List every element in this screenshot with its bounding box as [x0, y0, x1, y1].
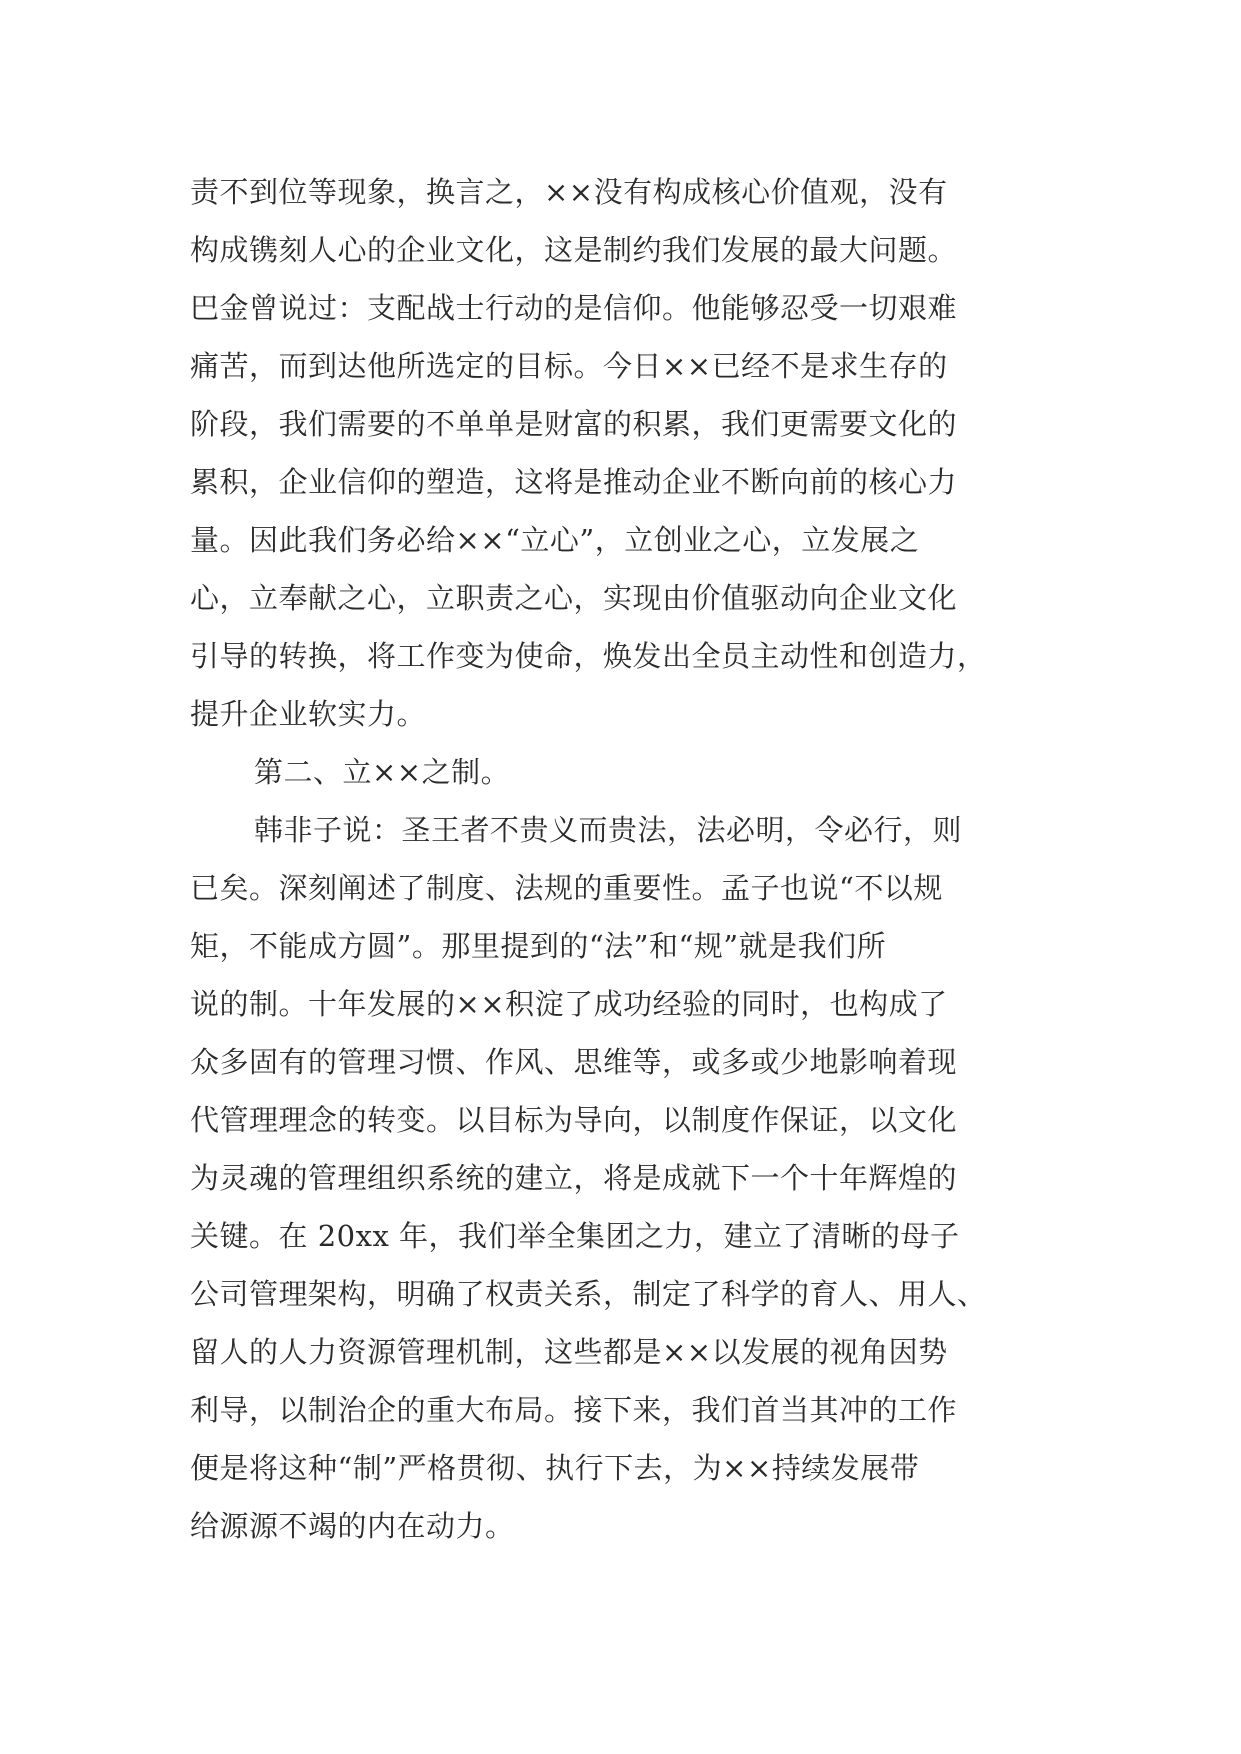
text-line: 众多固有的管理习惯、作风、思维等，或多或少地影响着现 [190, 1045, 958, 1079]
text-line: 痛苦，而到达他所选定的目标。今日××已经不是求生存的 [190, 349, 948, 383]
text-line: 留人的人力资源管理机制，这些都是××以发展的视角因势 [190, 1335, 948, 1369]
text-line: 巴金曾说过：支配战士行动的是信仰。他能够忍受一切艰难 [190, 291, 958, 325]
text-line: 累积，企业信仰的塑造，这将是推动企业不断向前的核心力 [190, 465, 958, 499]
text-line: 利导，以制治企的重大布局。接下来，我们首当其冲的工作 [190, 1393, 958, 1427]
text-line: 阶段，我们需要的不单单是财富的积累，我们更需要文化的 [190, 407, 958, 441]
body-text [190, 163, 1070, 1555]
text-line: 责不到位等现象，换言之，××没有构成核心价值观，没有 [190, 175, 948, 209]
paragraph-start-line: 韩非子说：圣王者不贵义而贵法，法必明，令必行，则 [254, 813, 963, 847]
text-line: 提升企业软实力。 [190, 697, 427, 731]
text-line: 关键。在 20xx 年，我们举全集团之力，建立了清晰的母子 [190, 1219, 960, 1253]
text-line: 公司管理架构，明确了权责关系，制定了科学的育人、用人、 [190, 1277, 987, 1311]
text-line: 构成镌刻人心的企业文化，这是制约我们发展的最大问题。 [190, 233, 958, 267]
text-line: 心，立奉献之心，立职责之心，实现由价值驱动向企业文化 [190, 581, 958, 615]
text-line: 说的制。十年发展的××积淀了成功经验的同时，也构成了 [190, 987, 948, 1021]
section-heading: 第二、立××之制。 [254, 755, 511, 789]
text-line: 为灵魂的管理组织系统的建立，将是成就下一个十年辉煌的 [190, 1161, 958, 1195]
text-line: 量。因此我们务必给××“立心”，立创业之心，立发展之 [190, 523, 920, 557]
text-line: 已矣。深刻阐述了制度、法规的重要性。孟子也说“不以规 [190, 871, 943, 905]
text-line: 引导的转换，将工作变为使命，焕发出全员主动性和创造力， [190, 639, 987, 673]
text-line: 代管理理念的转变。以目标为导向，以制度作保证，以文化 [190, 1103, 958, 1137]
text-line: 便是将这种“制”严格贯彻、执行下去，为××持续发展带 [190, 1451, 920, 1485]
text-line: 给源源不竭的内在动力。 [190, 1509, 515, 1543]
text-line: 矩，不能成方圆”。那里提到的“法”和“规”就是我们所 [190, 929, 887, 963]
